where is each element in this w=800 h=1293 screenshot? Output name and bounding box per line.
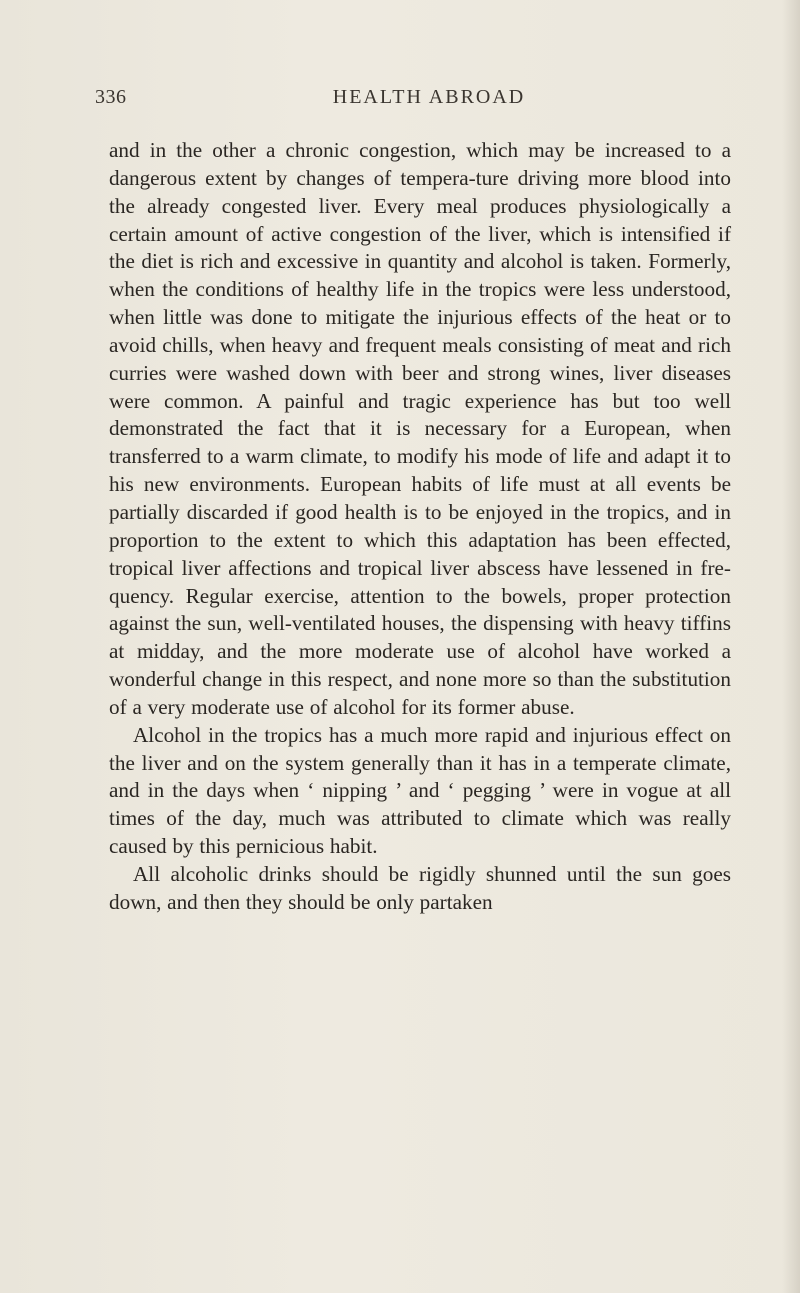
paragraph-1: and in the other a chronic congestion, which may be increased to a dangerous extent by changes of tempera-ture driving more blood into the already congested liver. Every meal produces physiologically a certain amount of active congestion of the liver, which is intensified if the diet is rich and excessive in quantity and alcohol is taken. Formerly, when the conditions of healthy life in the tropics were less understood, when little was done to mitigate the injurious effects of the heat or to avoid chills, when heavy and frequent meals consisting of meat and rich curries were washed down with beer and strong wines, liver diseases were common. A painful and tragic experience has but too well demonstrated the fact that it is necessary for a European, when transferred to a warm climate, to modify his mode of life and adapt it to his new environments. European habits of life must at all events be partially discarded if good health is to be enjoyed in the tropics, and in proportion to the extent to which this adaptation has been effected, tropical liver affections and tropical liver abscess have lessened in fre-quency. Regular exercise, attention to the bowels, proper protection against the sun, well-ventilated houses, the dispensing with heavy tiffins at midday, and the more moderate use of alcohol have worked a wonderful change in this respect, and none more so than the substitution of a very moderate use of alcohol for its former abuse. bbox=[109, 138, 731, 719]
page-number: 336 bbox=[95, 86, 127, 108]
page-edge-shadow bbox=[782, 0, 800, 1293]
paragraph-3: All alcoholic drinks should be rigidly shunned until the sun goes down, and then they should be only partaken bbox=[109, 861, 731, 914]
running-head: HEALTH ABROAD bbox=[332, 86, 526, 108]
body-text bbox=[109, 137, 731, 917]
page-header bbox=[95, 86, 715, 116]
paragraph-2: Alcohol in the tropics has a much more rapid and injurious effect on the liver and on the system generally than it has in a temperate climate, and in the days when ‘ nipping ’ and ‘ pegging ’ were in vogue at all times of the day, much was attributed to climate which was really caused by this pernicious habit. bbox=[109, 722, 731, 859]
